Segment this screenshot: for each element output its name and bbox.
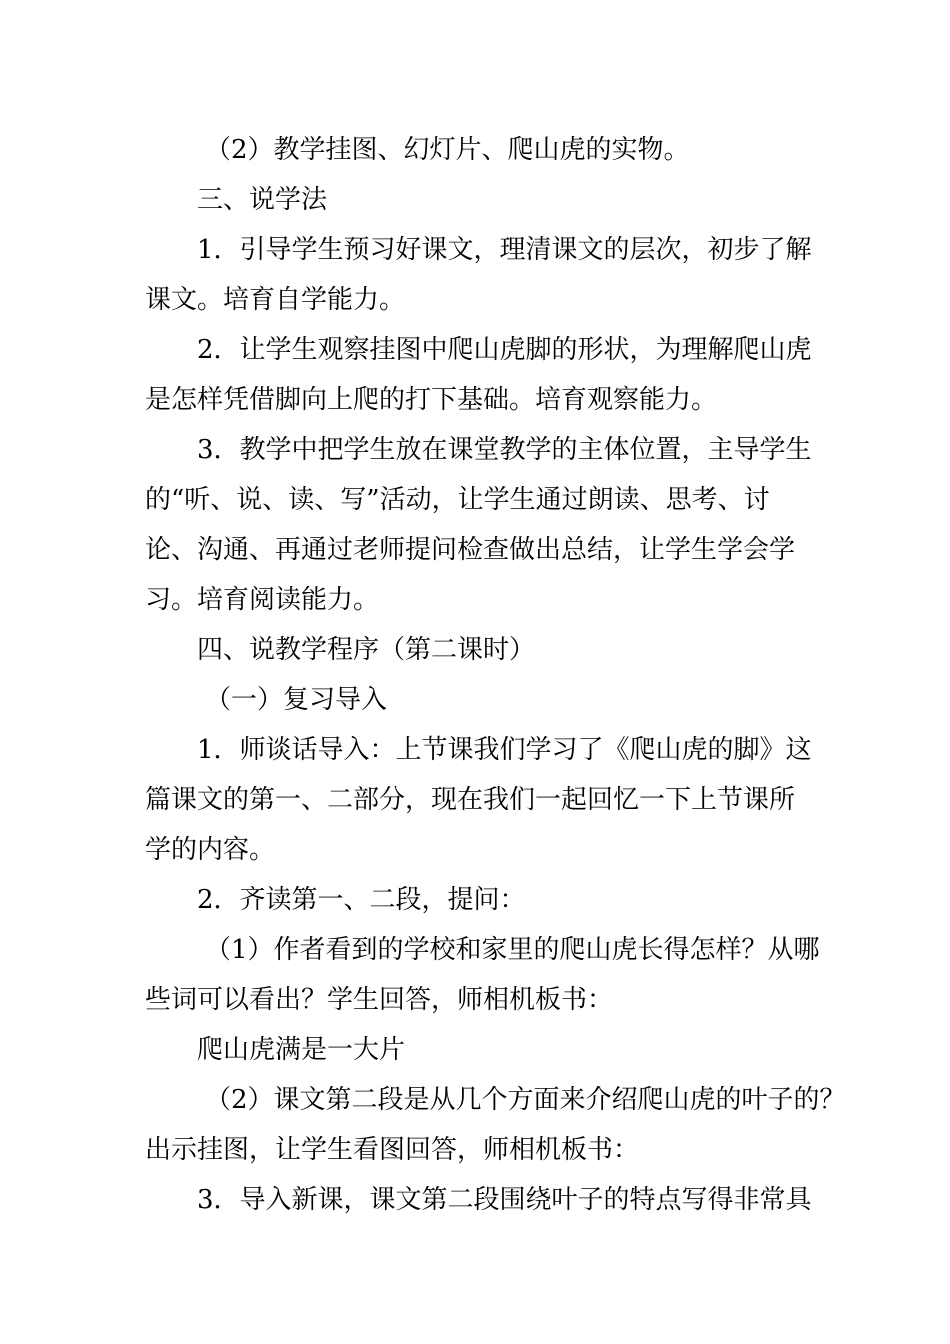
section-heading-teaching-procedure: 四、说教学程序（第二课时） — [197, 635, 536, 665]
section-heading-study-method: 三、说学法 — [197, 185, 328, 215]
text-line: （2）教学挂图、幻灯片、爬山虎的实物。 — [205, 135, 690, 165]
text-line: 2．让学生观察挂图中爬山虎脚的形状，为理解爬山虎 — [197, 335, 812, 365]
board-writing-line: 爬山虎满是一大片 — [197, 1035, 406, 1065]
text-line: 1．引导学生预习好课文，理清课文的层次，初步了解 — [197, 235, 812, 265]
text-line: 些词可以看出？学生回答，师相机板书： — [145, 985, 614, 1015]
text-line: （1）作者看到的学校和家里的爬山虎长得怎样？从哪 — [205, 935, 820, 965]
text-line: 的“听、说、读、写”活动，让学生通过朗读、思考、讨 — [145, 485, 770, 515]
text-line: 习。培育阅读能力。 — [145, 585, 380, 615]
text-line: 是怎样凭借脚向上爬的打下基础。培育观察能力。 — [145, 385, 718, 415]
text-line: 2．齐读第一、二段，提问： — [197, 885, 526, 915]
subsection-heading-review: （一）复习导入 — [205, 685, 388, 715]
text-line: 论、沟通、再通过老师提问检查做出总结，让学生学会学 — [145, 535, 796, 565]
text-line: 课文。培育自学能力。 — [145, 285, 406, 315]
text-line: 3．教学中把学生放在课堂教学的主体位置，主导学生 — [197, 435, 812, 465]
text-line: 篇课文的第一、二部分，现在我们一起回忆一下上节课所 — [145, 785, 796, 815]
text-line: 出示挂图，让学生看图回答，师相机板书： — [145, 1135, 640, 1165]
text-line: 学的内容。 — [145, 835, 276, 865]
text-line: （2）课文第二段是从几个方面来介绍爬山虎的叶子的？ — [205, 1085, 846, 1115]
document-body — [145, 125, 846, 1225]
text-line: 1．师谈话导入：上节课我们学习了《爬山虎的脚》这 — [197, 735, 812, 765]
text-line: 3．导入新课，课文第二段围绕叶子的特点写得非常具 — [197, 1185, 812, 1215]
